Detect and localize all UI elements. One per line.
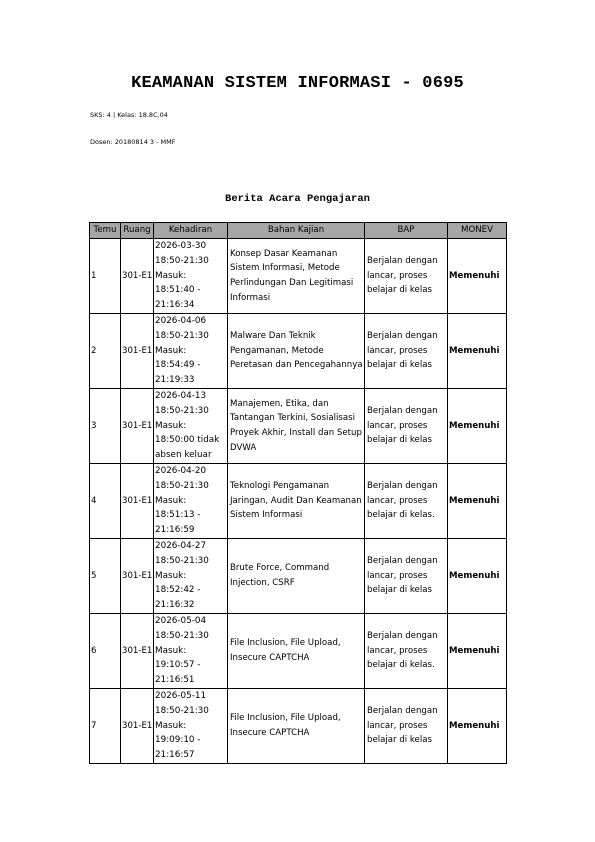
dosen-info: Dosen: 20180814 3 - MMF bbox=[90, 138, 176, 146]
header-temu: Temu bbox=[90, 223, 121, 239]
cell-bahan-kajian: Teknologi Pengamanan Jaringan, Audit Dan Keamanan Sistem Informasi bbox=[228, 464, 365, 539]
cell-bap: Berjalan dengan lancar, proses belajar di kelas. bbox=[365, 614, 448, 689]
cell-bahan-kajian: Brute Force, Command Injection, CSRF bbox=[228, 539, 365, 614]
cell-bahan-kajian: Malware Dan Teknik Pengamanan, Metode Peretasan dan Pencegahannya bbox=[228, 314, 365, 389]
table-row bbox=[90, 539, 507, 614]
header-kehadiran: Kehadiran bbox=[154, 223, 228, 239]
cell-temu: 1 bbox=[90, 239, 121, 314]
cell-monev: Memenuhi bbox=[448, 239, 507, 314]
cell-kehadiran: 2026-04-06 18:50-21:30 Masuk: 18:54:49 - 21:19:33 bbox=[154, 314, 228, 389]
cell-temu: 4 bbox=[90, 464, 121, 539]
cell-bahan-kajian: File Inclusion, File Upload, Insecure CAPTCHA bbox=[228, 689, 365, 764]
cell-kehadiran: 2026-05-11 18:50-21:30 Masuk: 19:09:10 - 21:16:57 bbox=[154, 689, 228, 764]
cell-ruang: 301-E1 bbox=[121, 614, 154, 689]
document-title: KEAMANAN SISTEM INFORMASI - 0695 bbox=[131, 74, 464, 93]
table-row bbox=[90, 389, 507, 464]
cell-bahan-kajian: Konsep Dasar Keamanan Sistem Informasi, Metode Perlindungan Dan Legitimasi Informasi bbox=[228, 239, 365, 314]
cell-monev: Memenuhi bbox=[448, 314, 507, 389]
cell-kehadiran: 2026-04-27 18:50-21:30 Masuk: 18:52:42 - 21:16:32 bbox=[154, 539, 228, 614]
cell-bap: Berjalan dengan lancar, proses belajar di kelas. bbox=[365, 464, 448, 539]
cell-ruang: 301-E1 bbox=[121, 314, 154, 389]
cell-bap: Berjalan dengan lancar, proses belajar di kelas bbox=[365, 314, 448, 389]
cell-monev: Memenuhi bbox=[448, 464, 507, 539]
berita-acara-table bbox=[89, 222, 507, 764]
cell-monev: Memenuhi bbox=[448, 614, 507, 689]
cell-monev: Memenuhi bbox=[448, 539, 507, 614]
cell-bahan-kajian: File Inclusion, File Upload, Insecure CAPTCHA bbox=[228, 614, 365, 689]
header-ruang: Ruang bbox=[121, 223, 154, 239]
cell-temu: 5 bbox=[90, 539, 121, 614]
table-title: Berita Acara Pengajaran bbox=[225, 193, 370, 205]
header-bahan-kajian: Bahan Kajian bbox=[228, 223, 365, 239]
cell-kehadiran: 2026-03-30 18:50-21:30 Masuk: 18:51:40 - 21:16:34 bbox=[154, 239, 228, 314]
cell-ruang: 301-E1 bbox=[121, 389, 154, 464]
cell-bap: Berjalan dengan lancar, proses belajar di kelas bbox=[365, 539, 448, 614]
cell-kehadiran: 2026-05-04 18:50-21:30 Masuk: 19:10:57 - 21:16:51 bbox=[154, 614, 228, 689]
table-row bbox=[90, 239, 507, 314]
cell-bahan-kajian: Manajemen, Etika, dan Tantangan Terkini, Sosialisasi Proyek Akhir, Install dan Setup DVWA bbox=[228, 389, 365, 464]
cell-ruang: 301-E1 bbox=[121, 689, 154, 764]
table-row bbox=[90, 614, 507, 689]
cell-bap: Berjalan dengan lancar, proses belajar di kelas bbox=[365, 239, 448, 314]
cell-bap: Berjalan dengan lancar, proses belajar di kelas bbox=[365, 689, 448, 764]
table-row bbox=[90, 314, 507, 389]
cell-ruang: 301-E1 bbox=[121, 539, 154, 614]
header-bap: BAP bbox=[365, 223, 448, 239]
cell-ruang: 301-E1 bbox=[121, 239, 154, 314]
cell-kehadiran: 2026-04-20 18:50-21:30 Masuk: 18:51:13 - 21:16:59 bbox=[154, 464, 228, 539]
cell-temu: 6 bbox=[90, 614, 121, 689]
cell-bap: Berjalan dengan lancar, proses belajar di kelas bbox=[365, 389, 448, 464]
table-row bbox=[90, 464, 507, 539]
cell-kehadiran: 2026-04-13 18:50-21:30 Masuk: 18:50:00 tidak absen keluar bbox=[154, 389, 228, 464]
cell-temu: 7 bbox=[90, 689, 121, 764]
cell-temu: 2 bbox=[90, 314, 121, 389]
sks-kelas-info: SKS: 4 | Kelas: 18.8C.04 bbox=[90, 111, 168, 119]
cell-monev: Memenuhi bbox=[448, 389, 507, 464]
cell-monev: Memenuhi bbox=[448, 689, 507, 764]
header-monev: MONEV bbox=[448, 223, 507, 239]
table-header-row bbox=[90, 223, 507, 239]
cell-ruang: 301-E1 bbox=[121, 464, 154, 539]
table-row bbox=[90, 689, 507, 764]
cell-temu: 3 bbox=[90, 389, 121, 464]
